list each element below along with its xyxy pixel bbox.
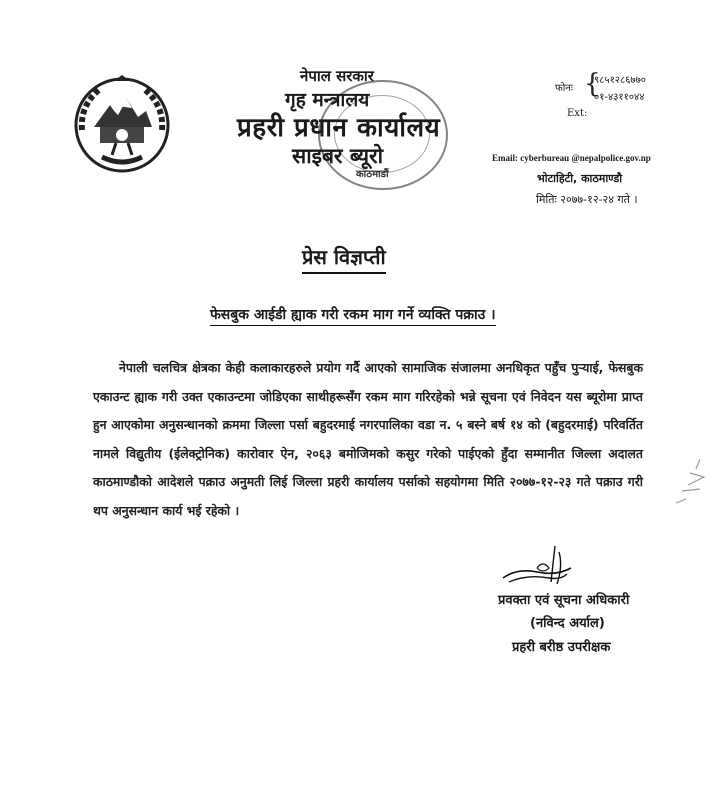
margin-scribble (670, 455, 710, 510)
document-title: प्रेस विज्ञप्ती (302, 243, 386, 274)
office-stamp-inner (334, 95, 430, 173)
document-date: मितिः २०७७-१२-२४ गते । (536, 193, 638, 206)
signatory-title: प्रवक्ता एवं सूचना अधिकारी (498, 593, 630, 608)
office-stamp-text: काठमाडौं (356, 169, 389, 180)
phone-number-1: ९८५१२८६७७० (594, 75, 646, 86)
header-office: प्रहरी प्रधान कार्यालय (237, 113, 441, 143)
phone-brace: { (584, 69, 601, 99)
signatory-rank: प्रहरी बरीष्ठ उपरीक्षक (512, 640, 611, 655)
header-bureau: साइबर ब्यूरो (292, 144, 384, 168)
ext-label: Ext: (567, 108, 588, 119)
phone-label: फोनः (555, 83, 573, 94)
signatory-name: (नविन्द अर्याल) (530, 616, 605, 631)
nepal-emblem-icon (72, 75, 172, 175)
document-body: नेपाली चलचित्र क्षेत्रका केही कलाकारहरुले प्रयोग गर्दै आएको सामाजिक संजालमा अनधिकृत पहुँच पुऱ्याई, फेसबुक एकाउन्ट ह्याक गरी उक्त एकाउन्टमा जोडिएका साथीहरूसँग रकम माग गरिरहेको भन्ने सूचना एवं निवेदन यस ब्यूरोमा प्राप्त हुन आएकोमा अनुसन्धानको क्रममा जिल्ला पर्सा बहुदरमाई नगरपालिका वडा न. ५ बस्ने बर्ष १४ को (बहुदरमाई) परिवर्तित नामले विद्युतीय (ईलेक्ट्रोनिक) कारोवार ऐन, २०६३ बमोजिमको कसुर गरेको पाईएको हुँदा सम्मानीत जिल्ला अदालत काठमाण्डौको आदेशले पक्राउ अनुमती लिई जिल्ला प्रहरी कार्यालय पर्साको सहयोगमा मिति २०७७-१२-२३ गते पक्राउ गरी थप अनुसन्धान कार्य भई रहेको । (93, 360, 643, 518)
office-address: भोटाहिटी, काठमाण्डौ (537, 172, 623, 185)
email-address: Email: cyberbureau @nepalpolice.gov.np (492, 153, 651, 163)
phone-number-2: ०१-४३११०४४ (594, 92, 645, 103)
document-subject: फेसबुक आईडी ह्याक गरी रकम माग गर्ने व्यक्ति पक्राउ । (210, 305, 496, 326)
header-government: नेपाल सरकार (300, 67, 374, 85)
signature-icon (497, 538, 577, 594)
header-ministry: गृह मन्त्रालय (285, 89, 370, 111)
